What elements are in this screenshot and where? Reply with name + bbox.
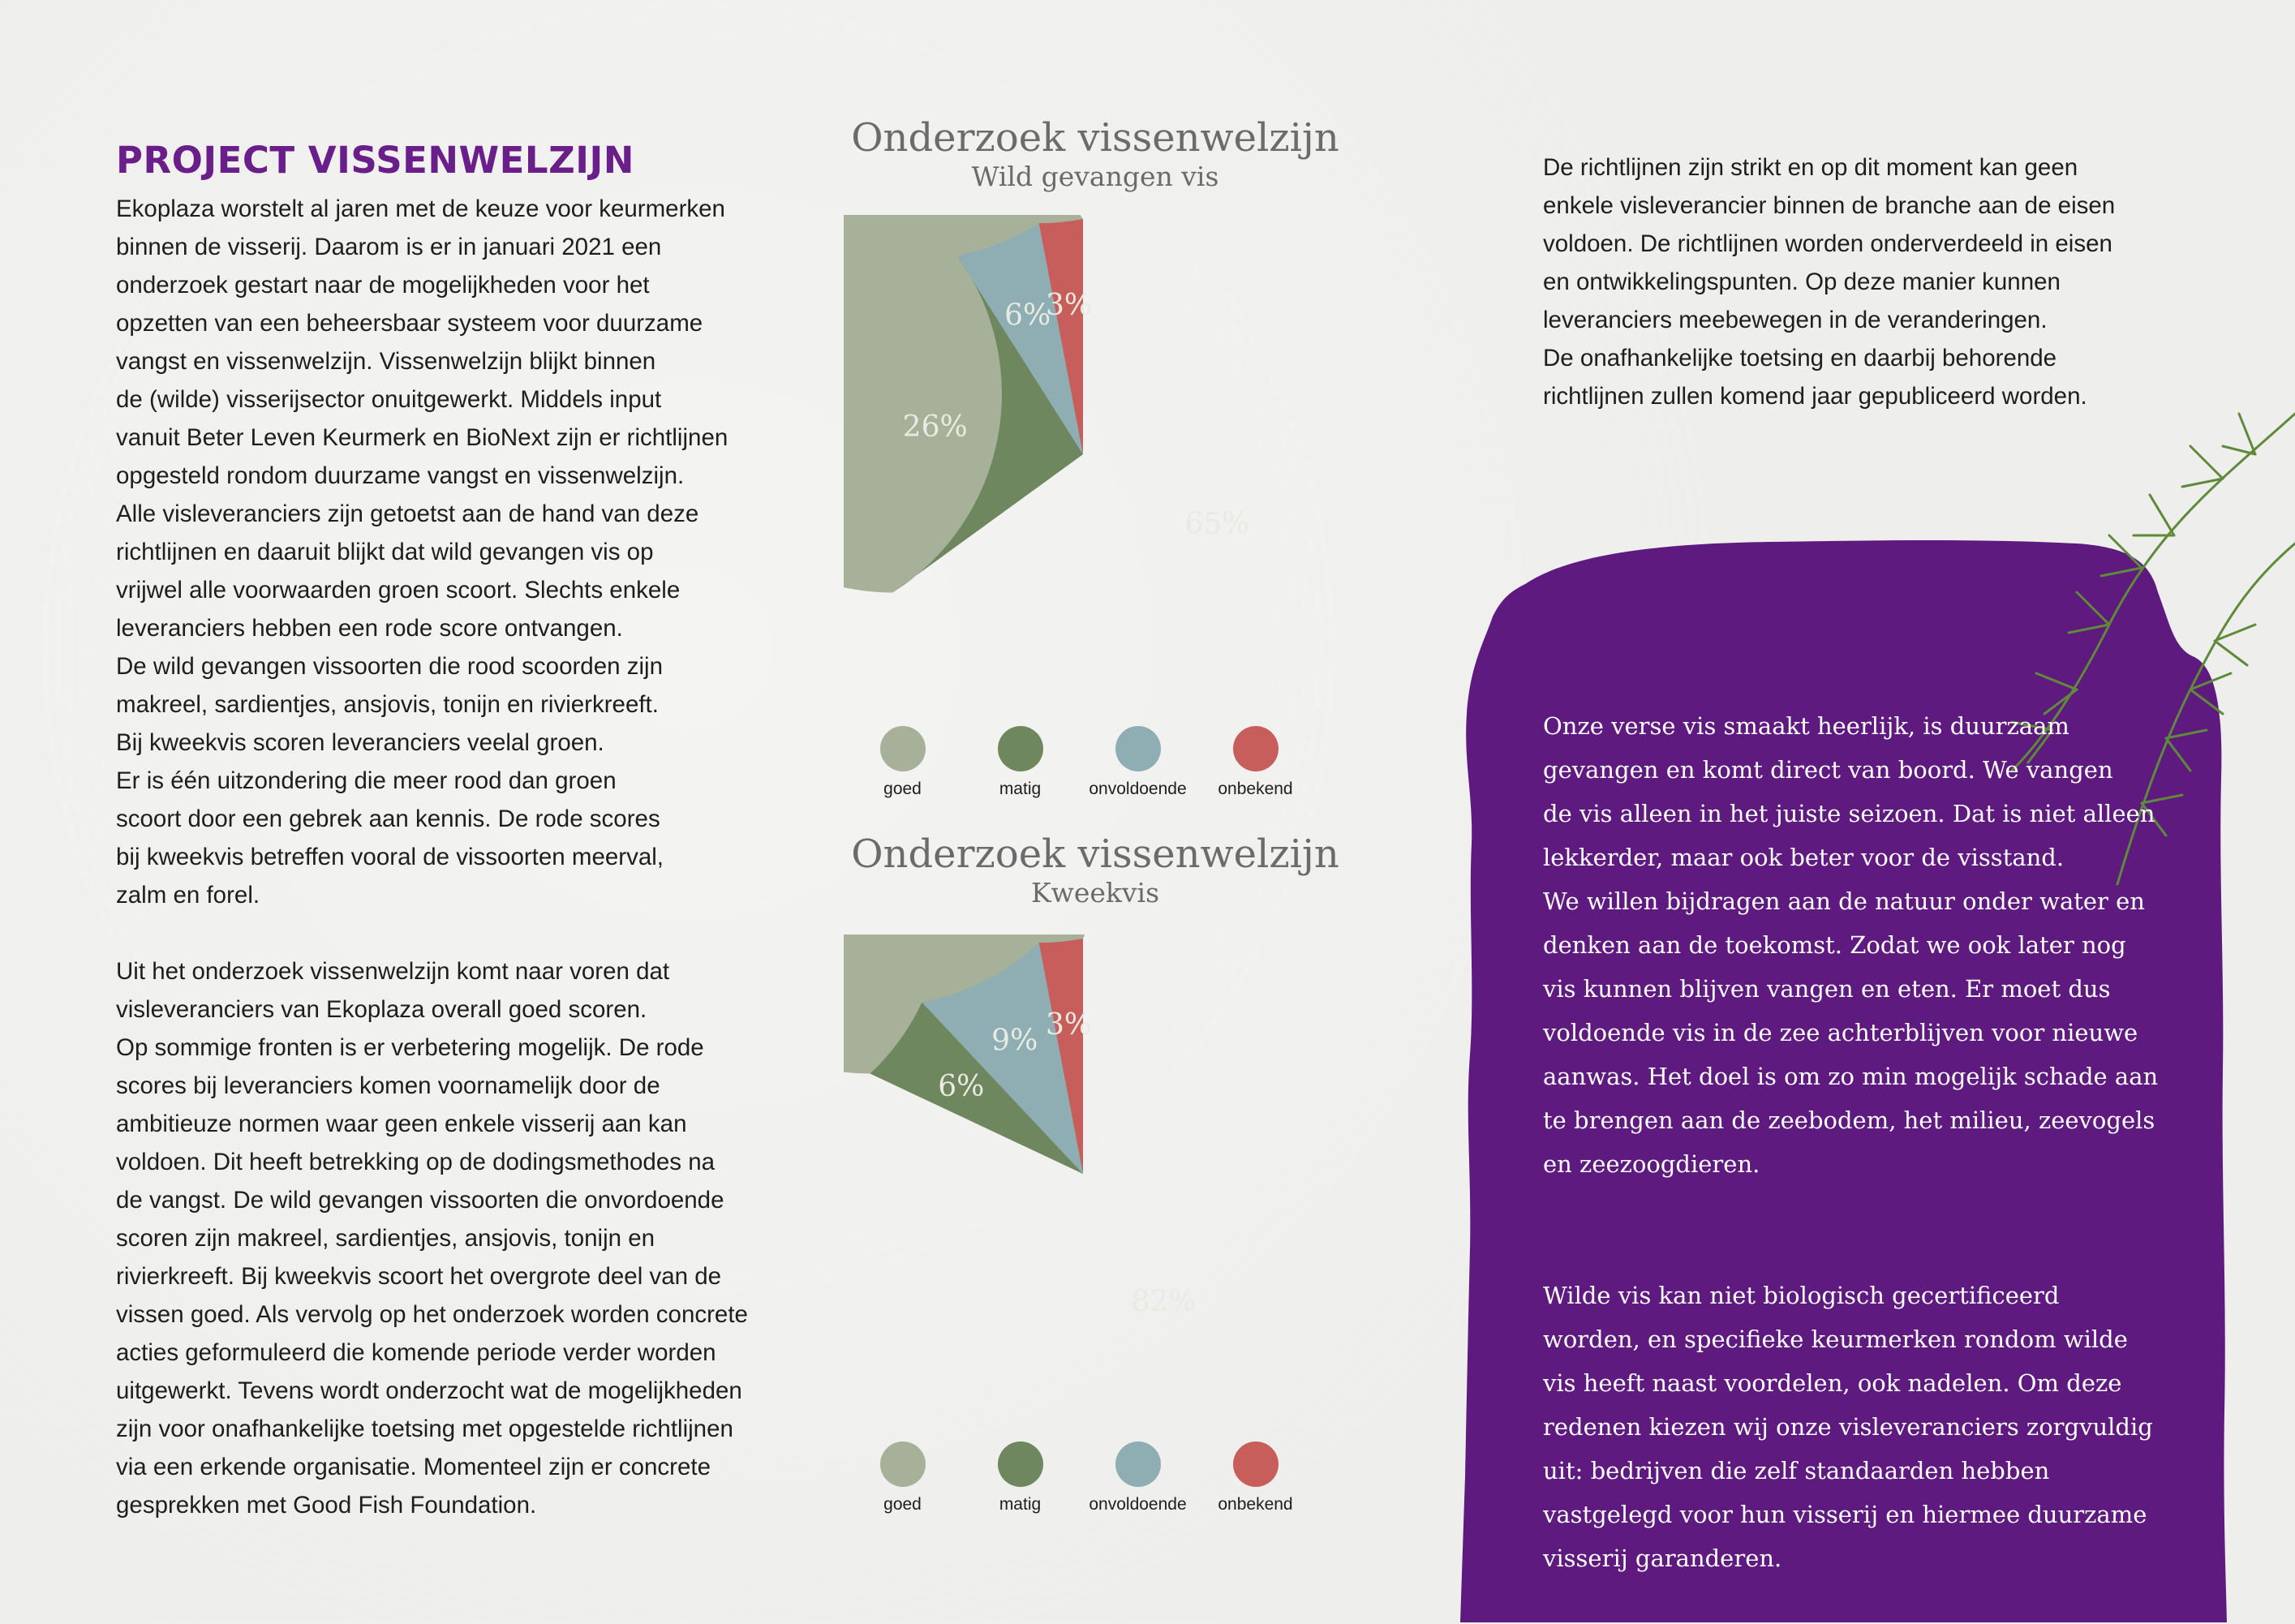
chart-2-header [836, 831, 1355, 909]
pie-label-matig: 6% [938, 1069, 985, 1103]
legend-item-onbekend [1197, 726, 1314, 799]
page-heading: PROJECT VISSENWELZIJN [116, 139, 634, 182]
legend-label-matig: matig [999, 780, 1042, 798]
legend-label-onvoldoende: onvoldoende [1089, 1495, 1187, 1514]
pie-chart-kweekvis [844, 934, 1322, 1413]
legend-item-onvoldoende [1079, 1441, 1197, 1514]
legend-label-goed: goed [883, 780, 922, 798]
legend-label-onbekend: onbekend [1218, 780, 1293, 798]
pie-label-goed: 65% [1184, 507, 1250, 541]
legend-item-goed [844, 726, 961, 799]
left-paragraph-1: Ekoplaza worstelt al jaren met de keuze voor keurmerken binnen de visserij. Daarom is er in januari 2021 een onderzoek gestart naar de mogelijkheden voor het opzetten van een beheersbaar systeem voor duurzame vangst en vissenwelzijn. Vissenwelzijn blijkt binnen de (wilde) visserijsector onuitgewerkt. Middels input vanuit Beter Leven Keurmerk en BioNext zijn er richtlijnen opgesteld rondom duurzame vangst en vissenwelzijn. Alle visleveranciers zijn getoetst aan de hand van deze richtlijnen en daaruit blijkt dat wild gevangen vis op vrijwel alle voorwaarden groen scoort. Slechts enkele leveranciers hebben een rode score ontvangen. De wild gevangen vissoorten die rood scoorden zijn makreel, sardientjes, ansjovis, tonijn en rivierkreeft. Bij kweekvis scoren leveranciers veelal groen. Er is één uitzondering die meer rood dan groen scoort door een gebrek aan kennis. De rode scores bij kweekvis betreffen vooral de vissoorten meerval, zalm en forel. [116, 195, 728, 909]
legend-swatch-goed [880, 1441, 926, 1487]
legend-swatch-goed [880, 726, 926, 771]
legend-item-onvoldoende [1079, 726, 1197, 799]
pie-label-onvoldoende: 6% [1004, 299, 1051, 333]
legend-label-onvoldoende: onvoldoende [1089, 780, 1187, 798]
chart-1-title: Onderzoek vissenwelzijn [851, 115, 1339, 161]
left-paragraph-2: Uit het onderzoek vissenwelzijn komt naar voren dat visleveranciers van Ekoplaza overall goed scoren. Op sommige fronten is er verbetering mogelijk. De rode scores bij leveranciers komen voornamelijk door de ambitieuze normen waar geen enkele visserij aan kan voldoen. Dit heeft betrekking op de dodingsmethodes na de vangst. De wild gevangen vissoorten die onvordoende scoren zijn makreel, sardientjes, ansjovis, tonijn en rivierkreeft. Bij kweekvis scoort het overgrote deel van de vissen goed. Als vervolg op het onderzoek worden concrete acties geformuleerd die komende periode verder worden uitgewerkt. Tevens wordt onderzocht wat de mogelijkheden zijn voor onafhankelijke toetsing met opgestelde richtlijnen via een erkende organisatie. Momenteel zijn er concrete gesprekken met Good Fish Foundation. [116, 958, 748, 1519]
legend-label-onbekend: onbekend [1218, 1495, 1293, 1514]
legend-swatch-onbekend [1233, 1441, 1279, 1487]
legend-label-goed: goed [883, 1495, 922, 1514]
right-paragraph: De richtlijnen zijn strikt en op dit moment kan geen enkele visleverancier binnen de branche aan de eisen voldoen. De richtlijnen worden onderverdeeld in eisen en ontwikkelingspunten. Op deze manier kunnen leveranciers meebewegen in de veranderingen. De onafhankelijke toetsing en daarbij behorende richtlijnen zullen komend jaar gepubliceerd worden. [1543, 154, 2116, 410]
right-column [1543, 148, 2160, 415]
panel-paragraph-1: Onze verse vis smaakt heerlijk, is duurzaam gevangen en komt direct van boord. We vangen de vis alleen in het juiste seizoen. Dat is niet alleen lekkerder, maar ook beter voor de visstand. We willen bijdragen aan de natuur onder water en denken aan de toekomst. Zodat we ook later nog vis kunnen blijven vangen en eten. Er moet dus voldoende vis in de zee achterblijven voor nieuwe aanwas. Het doel is om zo min mogelijk schade aan te brengen aan de zeebodem, het milieu, zeevogels en zeezoogdieren. [1543, 712, 2159, 1178]
legend-item-goed [844, 1441, 961, 1514]
legend-item-onbekend [1197, 1441, 1314, 1514]
legend-item-matig [961, 726, 1079, 799]
left-column [116, 138, 765, 1524]
pie-label-onvoldoende: 9% [991, 1024, 1038, 1058]
legend-swatch-matig [998, 1441, 1043, 1487]
chart-2-title: Onderzoek vissenwelzijn [851, 831, 1339, 877]
chart-1-legend [844, 726, 1314, 799]
legend-item-matig [961, 1441, 1079, 1514]
pie-label-onbekend: 3% [1045, 289, 1093, 323]
legend-swatch-onvoldoende [1115, 1441, 1161, 1487]
legend-swatch-onbekend [1233, 726, 1279, 771]
legend-label-matig: matig [999, 1495, 1042, 1514]
legend-swatch-onvoldoende [1115, 726, 1161, 771]
chart-1-subtitle: Wild gevangen vis [971, 161, 1219, 192]
pie-label-goed: 82% [1131, 1285, 1197, 1319]
legend-swatch-matig [998, 726, 1043, 771]
pie-label-onbekend: 3% [1045, 1008, 1093, 1042]
chart-2-legend [844, 1441, 1314, 1514]
panel-paragraph-2: Wilde vis kan niet biologisch gecertificeerd worden, en specifieke keurmerken rondom wilde vis heeft naast voordelen, ook nadelen. Om deze redenen kiezen wij onze visleveranciers zorgvuldig uit: bedrijven die zelf standaarden hebben vastgelegd voor hun visserij en hiermee duurzame visserij garanderen. [1543, 1282, 2153, 1572]
chart-1-header [836, 115, 1355, 193]
chart-2-subtitle: Kweekvis [1030, 877, 1160, 909]
pie-label-matig: 26% [902, 410, 968, 445]
pie-chart-wild [844, 215, 1322, 694]
purple-panel-text [1543, 660, 2184, 1624]
